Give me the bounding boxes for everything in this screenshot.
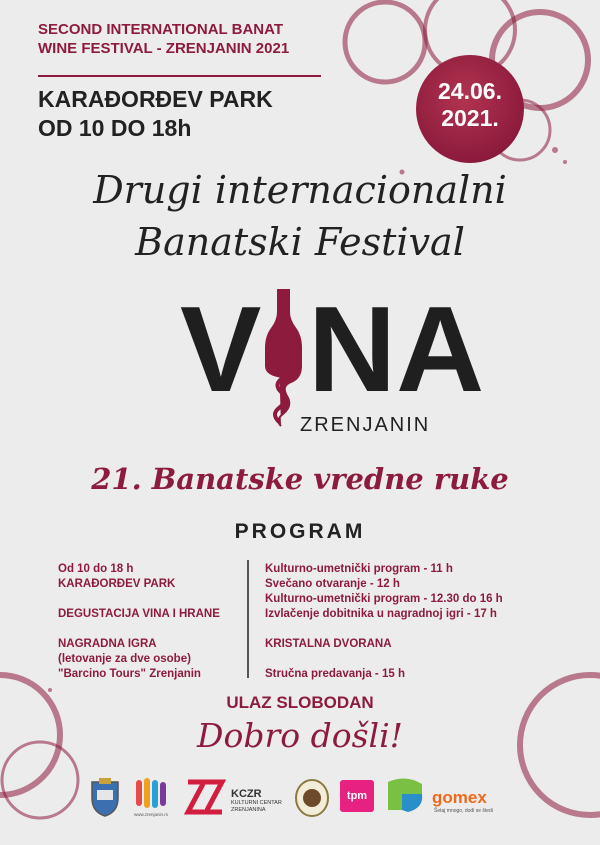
wine-bottle-icon (260, 288, 306, 428)
program-right-item: Kulturno-umetnički program - 11 h (265, 563, 453, 575)
program-divider (247, 560, 249, 678)
kczr-label (231, 788, 282, 814)
kczr-name-line2: ZRENJANINA (231, 807, 266, 813)
program-right-item: KRISTALNA DVORANA (265, 638, 392, 650)
city-logo-icon (134, 776, 168, 816)
tpm-logo (340, 780, 374, 812)
program-left-item: KARAĐORĐEV PARK (58, 578, 176, 590)
vina-letter-v: V (180, 281, 262, 417)
vina-logo (180, 281, 485, 428)
venue-name: KARAĐORĐEV PARK (38, 86, 273, 112)
city-website: www.zrenjanin.rs (134, 812, 169, 817)
event-hours: OD 10 DO 18h (38, 115, 192, 141)
event-title-line1: SECOND INTERNATIONAL BANAT (38, 21, 283, 38)
program-left-item: (letovanje za dve osobe) (58, 653, 191, 665)
program-left-item: DEGUSTACIJA VINA I HRANE (58, 608, 220, 620)
date-year: 2021. (441, 105, 499, 131)
tagline: 21. Banatske vredne ruke (91, 462, 509, 496)
tpm-label: tpm (346, 790, 368, 802)
gomex-logo: gomex (432, 788, 487, 807)
city-name: ZRENJANIN (300, 414, 431, 436)
festival-title-line1: Drugi internacionalni (93, 168, 507, 212)
event-title-english (38, 20, 289, 58)
event-title-line2: WINE FESTIVAL - ZRENJANIN 2021 (38, 40, 290, 57)
program-left-item: NAGRADNA IGRA (58, 638, 157, 650)
program-left-column (58, 562, 220, 682)
program-left-item: Od 10 do 18 h (58, 563, 134, 575)
free-entry-notice: ULAZ SLOBODAN (226, 693, 374, 712)
gomex-slogan: Šetaj mnogo, dođi se štedi (434, 808, 493, 814)
date-badge (416, 55, 524, 163)
welcome-message: Dobro došli! (197, 716, 403, 755)
vina-letters-na: NA (308, 281, 485, 417)
kczr-logo-icon (184, 778, 228, 818)
date-day: 24.06. (438, 78, 502, 104)
kczr-abbr: KCZR (231, 788, 262, 800)
festival-title-line2: Banatski Festival (135, 220, 465, 264)
program-heading: PROGRAM (234, 520, 366, 543)
program-right-item: Svečano otvaranje - 12 h (265, 578, 400, 590)
program-left-item: "Barcino Tours" Zrenjanin (58, 668, 201, 680)
program-right-column (265, 562, 503, 682)
header-divider (38, 75, 321, 77)
venue-block (38, 85, 273, 143)
program-right-item: Izvlačenje dobitnika u nagradnoj igri - 17 h (265, 608, 497, 620)
kczr-name-line1: KULTURNI CENTAR (231, 800, 282, 806)
program-right-item: Kulturno-umetnički program - 12.30 do 16 h (265, 593, 503, 605)
program-right-item: Stručna predavanja - 15 h (265, 668, 405, 680)
tourism-logo-icon (384, 776, 426, 816)
seal-logo-icon (293, 778, 331, 818)
city-coat-of-arms-icon (88, 776, 122, 818)
